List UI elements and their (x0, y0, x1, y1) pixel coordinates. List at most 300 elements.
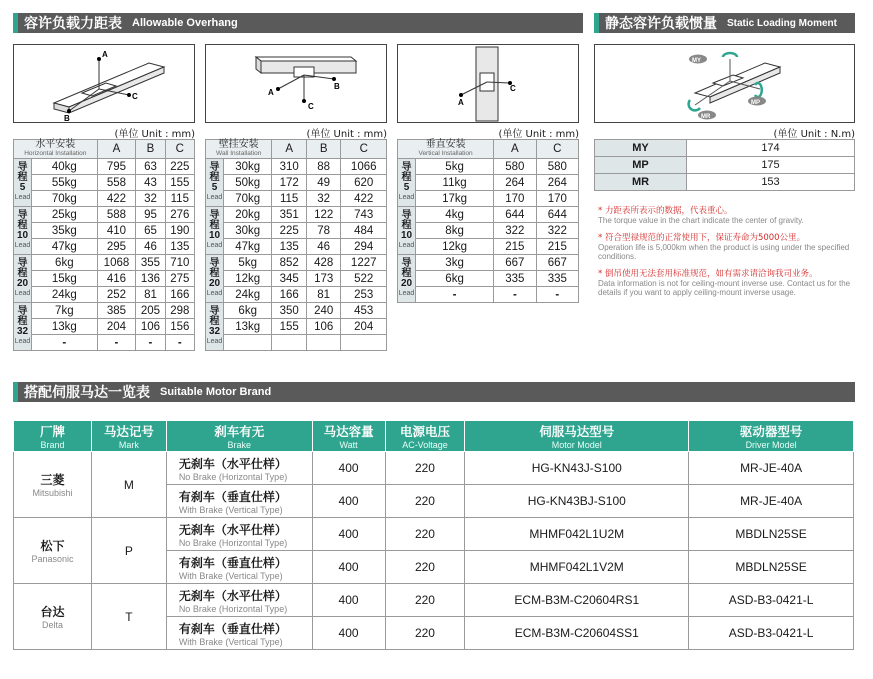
table-row (206, 239, 387, 255)
lead-char: 导 (209, 209, 220, 221)
value-cell: 155 (272, 319, 307, 335)
table-row (398, 207, 579, 223)
value-cell (341, 335, 387, 351)
accent-bar (13, 382, 18, 402)
wall-overhang-table (205, 139, 387, 351)
moment-value: 174 (687, 140, 855, 157)
load-cell: 70kg (32, 191, 98, 207)
vertical-rail-illustration (398, 45, 578, 122)
mark-cell: M (91, 452, 166, 518)
lead-number: 32 (208, 325, 221, 337)
notes-block (598, 204, 860, 303)
load-cell: 17kg (416, 191, 494, 207)
load-cell: 24kg (224, 287, 272, 303)
value-cell: 65 (136, 223, 165, 239)
label-c: C (132, 92, 138, 101)
lead-en: Lead (398, 193, 415, 201)
table-row (206, 223, 387, 239)
note-zh: * 倒吊使用无法套用标准规范，如有需求请洽询我司业务。 (598, 269, 818, 279)
lead-char: 程 (209, 219, 220, 231)
lead-char: 导 (401, 257, 412, 269)
vertical-diagram (397, 44, 579, 123)
value-cell: 484 (341, 223, 387, 239)
value-cell: 155 (165, 175, 194, 191)
brake-cell (166, 617, 312, 650)
lead-number: 5 (211, 181, 218, 193)
note-item (598, 267, 860, 297)
load-cell: 25kg (32, 207, 98, 223)
lead-cell (14, 303, 32, 351)
column-header (312, 421, 385, 452)
value-cell: 106 (306, 319, 341, 335)
header-en: Brand (40, 440, 65, 450)
table-row (398, 255, 579, 271)
value-cell: 852 (272, 255, 307, 271)
value-cell: 49 (306, 175, 341, 191)
lead-char: 程 (401, 219, 412, 231)
horizontal-rail-illustration (14, 45, 194, 122)
load-cell: 30kg (224, 159, 272, 175)
table-row (206, 271, 387, 287)
value-cell: 170 (494, 191, 536, 207)
moment-key: MR (595, 174, 687, 191)
table-row (14, 287, 195, 303)
motor-title-zh: 搭配伺服马达一览表 (24, 385, 150, 401)
table-row (595, 140, 855, 157)
value-cell: 46 (136, 239, 165, 255)
overhang-section-header (13, 13, 583, 33)
lead-char: 导 (17, 257, 28, 269)
column-header (385, 421, 465, 452)
overhang-title-en: Allowable Overhang (132, 17, 238, 29)
brake-en: With Brake (Vertical Type) (178, 570, 283, 581)
brand-zh: 松下 (40, 539, 65, 553)
value-cell: 106 (136, 319, 165, 335)
driver-model-cell: MR-JE-40A (689, 452, 854, 485)
moment-value: 153 (687, 174, 855, 191)
load-cell: 4kg (416, 207, 494, 223)
wall-unit: (单位 Unit : mm) (306, 129, 387, 140)
lead-en: Lead (14, 193, 31, 201)
watt-cell: 400 (312, 518, 385, 551)
brake-cell (166, 584, 312, 617)
value-cell: 335 (494, 271, 536, 287)
brake-en: No Brake (Horizontal Type) (178, 471, 288, 482)
value-cell: 204 (97, 319, 136, 335)
brake-cell (166, 518, 312, 551)
header-en: AC-Voltage (402, 440, 448, 450)
load-cell: 70kg (224, 191, 272, 207)
brand-zh: 三菱 (40, 473, 65, 487)
load-cell: 20kg (224, 207, 272, 223)
brand-en: Mitsubishi (32, 488, 73, 498)
label-b: B (334, 82, 340, 91)
lead-char: 导 (209, 305, 220, 317)
table-title-zh: 垂直安装 (425, 139, 466, 150)
brake-cell (166, 452, 312, 485)
brake-zh: 无刹车（水平仕样） (178, 522, 287, 537)
value-cell: 385 (97, 303, 136, 319)
value-cell: 46 (306, 239, 341, 255)
column-header: A (272, 140, 307, 159)
lead-number: 10 (400, 229, 413, 241)
load-cell: 3kg (416, 255, 494, 271)
horizontal-unit: (单位 Unit : mm) (114, 129, 195, 140)
label-mr: MR (701, 114, 711, 120)
brand-zh: 台达 (40, 605, 65, 619)
value-cell: 264 (536, 175, 578, 191)
value-cell: 710 (165, 255, 194, 271)
motor-model-cell: HG-KN43J-S100 (465, 452, 689, 485)
motor-model-cell: HG-KN43BJ-S100 (465, 485, 689, 518)
note-zh: * 符合型禄规范的正常使用下，保证寿命为5000公里。 (598, 233, 806, 243)
header-zh: 厂牌 (39, 425, 65, 439)
moment-title-zh: 静态容许负载惯量 (605, 16, 717, 32)
lead-cell (206, 159, 224, 207)
brake-cell (166, 485, 312, 518)
header-zh: 马达容量 (323, 425, 374, 439)
brake-zh: 有刹车（垂直仕样） (178, 489, 287, 504)
overhang-title-zh: 容许负载力距表 (24, 16, 122, 32)
value-cell: 215 (536, 239, 578, 255)
load-cell: 24kg (32, 287, 98, 303)
table-row (14, 518, 854, 551)
value-cell: 172 (272, 175, 307, 191)
value-cell: 322 (494, 223, 536, 239)
lead-en: Lead (206, 337, 223, 345)
lead-cell (206, 255, 224, 303)
column-header: B (306, 140, 341, 159)
table-title-en: Horizontal Installation (24, 150, 87, 157)
note-en: Operation life is 5,000km when the product is using under the specified conditions. (598, 243, 850, 261)
value-cell: 190 (165, 223, 194, 239)
lead-char: 导 (401, 161, 412, 173)
lead-char: 程 (209, 267, 220, 279)
lead-char: 程 (401, 171, 412, 183)
header-en: Mark (118, 440, 139, 450)
lead-cell (14, 159, 32, 207)
value-cell: 298 (165, 303, 194, 319)
driver-model-cell: ASD-B3-0421-L (689, 584, 854, 617)
table-title-cell (398, 140, 494, 159)
driver-model-cell: MBDLN25SE (689, 551, 854, 584)
lead-cell (398, 159, 416, 207)
load-cell: 47kg (32, 239, 98, 255)
watt-cell: 400 (312, 485, 385, 518)
value-cell: - (97, 335, 136, 351)
note-zh: * 力距表所表示的数据，代表重心。 (598, 206, 733, 216)
column-header (91, 421, 166, 452)
table-row (206, 191, 387, 207)
table-row (595, 157, 855, 174)
table-row (206, 159, 387, 175)
value-cell: 43 (136, 175, 165, 191)
value-cell: 81 (306, 287, 341, 303)
value-cell: 644 (494, 207, 536, 223)
header-zh: 驱动器型号 (739, 425, 803, 439)
moment-diagram (594, 44, 855, 123)
label-b: B (64, 114, 70, 122)
brake-zh: 有刹车（垂直仕样） (178, 555, 287, 570)
value-cell: 204 (341, 319, 387, 335)
value-cell: 355 (136, 255, 165, 271)
column-header: C (341, 140, 387, 159)
load-cell: 8kg (416, 223, 494, 239)
value-cell: 78 (306, 223, 341, 239)
load-cell: 5kg (224, 255, 272, 271)
load-cell: 13kg (32, 319, 98, 335)
value-cell: 88 (306, 159, 341, 175)
table-row (206, 255, 387, 271)
voltage-cell: 220 (385, 518, 465, 551)
value-cell: - (494, 287, 536, 303)
header-en: Motor Model (551, 440, 602, 450)
table-row (398, 239, 579, 255)
load-cell: - (32, 335, 98, 351)
label-mp: MP (751, 100, 760, 106)
value-cell: 173 (306, 271, 341, 287)
lead-cell (398, 255, 416, 303)
load-cell: 6kg (32, 255, 98, 271)
column-header: C (165, 140, 194, 159)
driver-model-cell: ASD-B3-0421-L (689, 617, 854, 650)
load-cell (224, 335, 272, 351)
voltage-cell: 220 (385, 452, 465, 485)
note-en: Data information is not for ceiling-mount inverse use. Contact us for the details if you want to apply ceiling-mount inverse usage. (598, 279, 851, 297)
label-c: C (308, 102, 314, 111)
brake-en: No Brake (Horizontal Type) (178, 537, 288, 548)
table-row (14, 271, 195, 287)
label-c: C (510, 84, 516, 93)
horizontal-diagram (13, 44, 195, 123)
value-cell: 620 (341, 175, 387, 191)
table-title-en: Wall Installation (216, 150, 262, 157)
value-cell: - (165, 335, 194, 351)
moment-title-en: Static Loading Moment (727, 17, 837, 29)
load-cell: 6kg (224, 303, 272, 319)
brake-en: With Brake (Vertical Type) (178, 504, 283, 515)
lead-char: 程 (209, 171, 220, 183)
value-cell: 166 (272, 287, 307, 303)
watt-cell: 400 (312, 617, 385, 650)
brake-zh: 无刹车（水平仕样） (178, 588, 287, 603)
column-header: B (136, 140, 165, 159)
table-row (14, 319, 195, 335)
value-cell: 135 (272, 239, 307, 255)
load-cell: 55kg (32, 175, 98, 191)
motor-model-cell: ECM-B3M-C20604RS1 (465, 584, 689, 617)
load-cell: 12kg (224, 271, 272, 287)
vertical-overhang-table (397, 139, 579, 303)
brake-en: No Brake (Horizontal Type) (178, 603, 288, 614)
watt-cell: 400 (312, 452, 385, 485)
table-row (14, 191, 195, 207)
brand-cell (14, 518, 92, 584)
value-cell: 215 (494, 239, 536, 255)
value-cell: 667 (494, 255, 536, 271)
header-en: Driver Model (745, 440, 797, 450)
brand-en: Delta (41, 620, 63, 630)
brake-cell (166, 551, 312, 584)
lead-number: 20 (16, 277, 29, 289)
driver-model-cell: MBDLN25SE (689, 518, 854, 551)
lead-cell (206, 303, 224, 351)
value-cell: 453 (341, 303, 387, 319)
value-cell: 156 (165, 319, 194, 335)
value-cell: 205 (136, 303, 165, 319)
value-cell: 225 (272, 223, 307, 239)
value-cell: 351 (272, 207, 307, 223)
note-item (598, 231, 860, 261)
value-cell: 135 (165, 239, 194, 255)
value-cell: 416 (97, 271, 136, 287)
value-cell: 422 (341, 191, 387, 207)
value-cell: 410 (97, 223, 136, 239)
value-cell: 252 (97, 287, 136, 303)
value-cell: 115 (272, 191, 307, 207)
lead-en: Lead (14, 241, 31, 249)
value-cell: 743 (341, 207, 387, 223)
brake-zh: 无刹车（水平仕样） (178, 456, 287, 471)
table-row (206, 303, 387, 319)
table-row (398, 175, 579, 191)
lead-number: 10 (208, 229, 221, 241)
wall-diagram (205, 44, 387, 123)
wall-rail-illustration (206, 45, 386, 122)
load-cell: 15kg (32, 271, 98, 287)
lead-number: 5 (19, 181, 26, 193)
column-header: C (536, 140, 578, 159)
voltage-cell: 220 (385, 584, 465, 617)
moment-rail-illustration (595, 45, 854, 122)
note-en: The torque value in the chart indicate the center of gravity. (598, 216, 804, 225)
brand-cell (14, 584, 92, 650)
header-zh: 电源电压 (399, 425, 450, 439)
value-cell: 1066 (341, 159, 387, 175)
watt-cell: 400 (312, 551, 385, 584)
lead-char: 导 (17, 209, 28, 221)
column-header (465, 421, 689, 452)
voltage-cell: 220 (385, 617, 465, 650)
column-header: A (494, 140, 536, 159)
table-row (206, 287, 387, 303)
table-row (398, 287, 579, 303)
table-row (206, 175, 387, 191)
label-a: A (102, 50, 108, 59)
load-cell: 50kg (224, 175, 272, 191)
lead-en: Lead (206, 193, 223, 201)
motor-model-cell: MHMF042L1V2M (465, 551, 689, 584)
value-cell: 558 (97, 175, 136, 191)
driver-model-cell: MR-JE-40A (689, 485, 854, 518)
value-cell (306, 335, 341, 351)
load-cell: 47kg (224, 239, 272, 255)
lead-cell (14, 207, 32, 255)
table-title-cell (206, 140, 272, 159)
value-cell: 588 (97, 207, 136, 223)
column-header (166, 421, 312, 452)
motor-model-cell: ECM-B3M-C20604SS1 (465, 617, 689, 650)
lead-number: 20 (208, 277, 221, 289)
note-item (598, 204, 860, 225)
value-cell: 580 (494, 159, 536, 175)
table-row (398, 223, 579, 239)
table-title-zh: 壁挂安装 (218, 139, 259, 150)
value-cell: 428 (306, 255, 341, 271)
label-a: A (268, 88, 274, 97)
lead-number: 32 (16, 325, 29, 337)
load-cell: 13kg (224, 319, 272, 335)
table-row (595, 174, 855, 191)
table-row (14, 584, 854, 617)
moment-section-header (594, 13, 855, 33)
brake-zh: 有刹车（垂直仕样） (178, 621, 287, 636)
lead-number: 10 (16, 229, 29, 241)
lead-char: 程 (17, 219, 28, 231)
value-cell: 95 (136, 207, 165, 223)
value-cell: 335 (536, 271, 578, 287)
voltage-cell: 220 (385, 485, 465, 518)
header-zh: 刹车有无 (214, 425, 265, 439)
lead-en: Lead (206, 289, 223, 297)
brand-en: Panasonic (31, 554, 74, 564)
lead-en: Lead (398, 289, 415, 297)
value-cell: 795 (97, 159, 136, 175)
lead-char: 程 (17, 315, 28, 327)
table-row (206, 319, 387, 335)
value-cell: 1068 (97, 255, 136, 271)
motor-title-en: Suitable Motor Brand (160, 386, 272, 398)
moment-value: 175 (687, 157, 855, 174)
header-zh: 马达记号 (103, 425, 154, 439)
brake-en: With Brake (Vertical Type) (178, 636, 283, 647)
column-header: A (97, 140, 136, 159)
lead-number: 5 (403, 181, 410, 193)
lead-char: 程 (17, 171, 28, 183)
motor-brand-table (13, 420, 854, 650)
value-cell: 310 (272, 159, 307, 175)
value-cell: - (136, 335, 165, 351)
load-cell: 11kg (416, 175, 494, 191)
column-header (14, 421, 92, 452)
value-cell: 580 (536, 159, 578, 175)
table-row (14, 452, 854, 485)
vertical-unit: (单位 Unit : mm) (498, 129, 579, 140)
column-header (689, 421, 854, 452)
table-row (398, 191, 579, 207)
value-cell (272, 335, 307, 351)
value-cell: 115 (165, 191, 194, 207)
lead-en: Lead (398, 241, 415, 249)
value-cell: - (536, 287, 578, 303)
lead-char: 导 (401, 209, 412, 221)
lead-en: Lead (14, 337, 31, 345)
mark-cell: T (91, 584, 166, 650)
lead-cell (398, 207, 416, 255)
load-cell: 6kg (416, 271, 494, 287)
load-cell: 5kg (416, 159, 494, 175)
lead-en: Lead (206, 241, 223, 249)
lead-char: 导 (17, 305, 28, 317)
load-cell: - (416, 287, 494, 303)
value-cell: 225 (165, 159, 194, 175)
lead-cell (206, 207, 224, 255)
value-cell: 322 (536, 223, 578, 239)
moment-key: MP (595, 157, 687, 174)
load-cell: 7kg (32, 303, 98, 319)
lead-en: Lead (14, 289, 31, 297)
lead-char: 程 (17, 267, 28, 279)
